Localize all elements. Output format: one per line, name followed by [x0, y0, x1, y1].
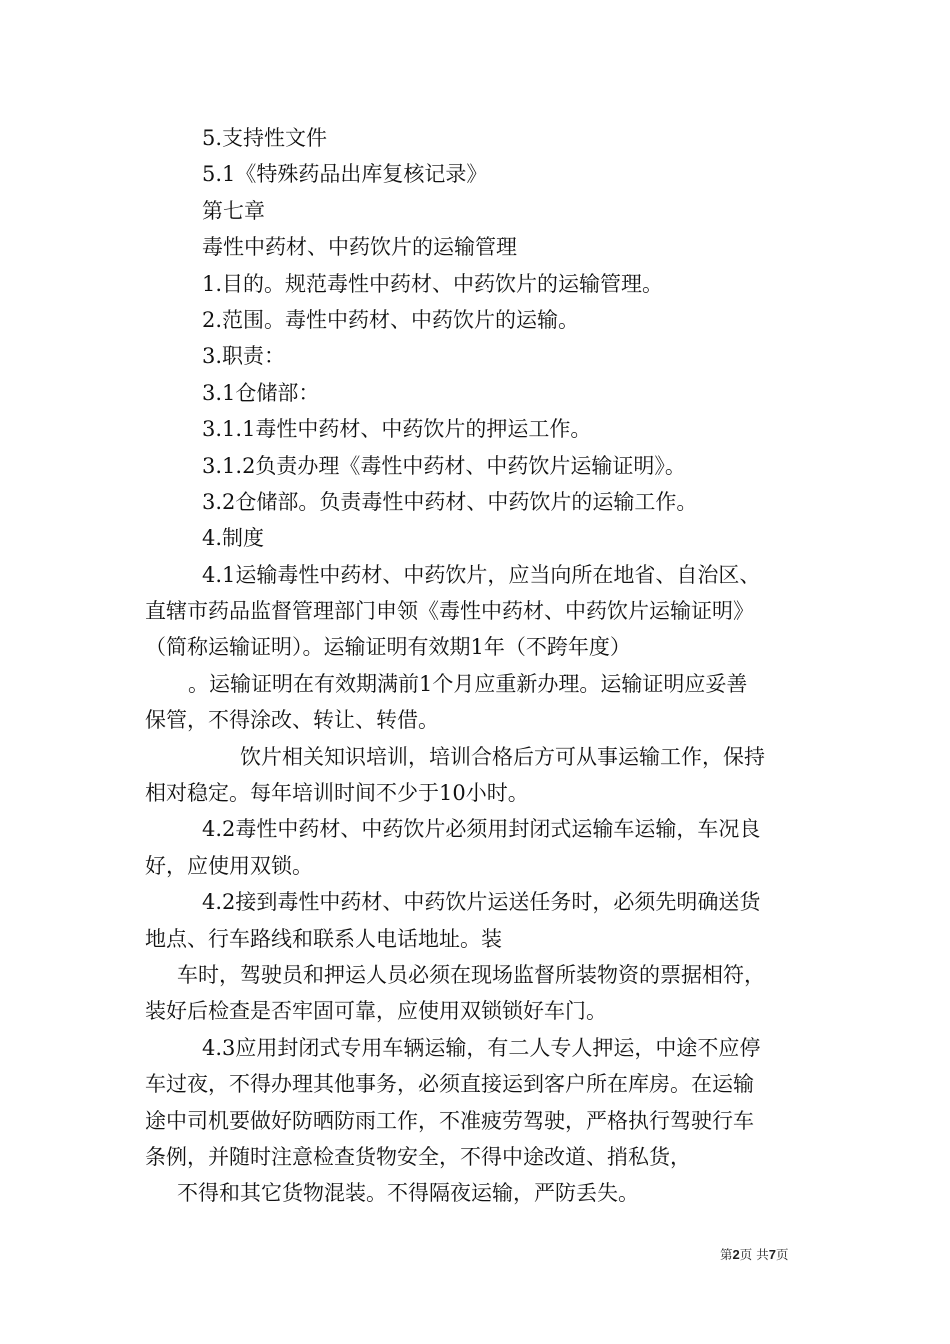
paragraph-line: 4.1运输毒性中药材、中药饮片，应当向所在地省、自治区、 [202, 562, 761, 587]
list-item: 3.1仓储部： [202, 380, 320, 405]
paragraph-line: 途中司机要做好防晒防雨工作，不准疲劳驾驶，严格执行驾驶行车 [145, 1108, 754, 1133]
list-item: 3.职责： [202, 344, 286, 369]
list-item: 3.2仓储部。负责毒性中药材、中药饮片的运输工作。 [202, 489, 698, 514]
paragraph-line: 4.2毒性中药材、中药饮片必须用封闭式运输车运输，车况良 [202, 817, 761, 842]
paragraph-line: 好，应使用双锁。 [145, 853, 313, 878]
list-item: 3.1.1毒性中药材、中药饮片的押运工作。 [202, 417, 592, 442]
chapter-heading: 第七章 [202, 198, 265, 223]
section-heading: 4.制度 [202, 526, 265, 551]
page-number-footer [720, 1245, 788, 1263]
total-pages-number: 7 [768, 1247, 776, 1262]
paragraph-line: 。运输证明在有效期满前1个月应重新办理。运输证明应妥善 [188, 671, 748, 696]
paragraph-line: 直辖市药品监督管理部门申领《毒性中药材、中药饮片运输证明》 [145, 599, 754, 624]
paragraph-line: 相对稳定。每年培训时间不少于10小时。 [145, 781, 529, 806]
paragraph-line: 地点、行车路线和联系人电话地址。装 [145, 926, 502, 951]
footer-suffix: 页 [775, 1247, 789, 1262]
paragraph-line: 保管，不得涂改、转让、转借。 [145, 708, 439, 733]
footer-prefix: 第 [720, 1247, 733, 1262]
paragraph-line: 条例，并随时注意检查货物安全，不得中途改道、捎私货， [145, 1144, 691, 1169]
paragraph-line: 装好后检查是否牢固可靠，应使用双锁锁好车门。 [145, 999, 607, 1024]
list-item: 3.1.2负责办理《毒性中药材、中药饮片运输证明》。 [202, 453, 686, 478]
list-item: 5.1《特殊药品出库复核记录》 [202, 162, 488, 187]
document-body [145, 120, 810, 1212]
paragraph-line: 车过夜，不得办理其他事务，必须直接运到客户所在库房。在运输 [145, 1072, 754, 1097]
paragraph-line: 4.2接到毒性中药材、中药饮片运送任务时，必须先明确送货 [202, 890, 761, 915]
section-heading: 5.支持性文件 [202, 126, 328, 150]
list-item: 1.目的。规范毒性中药材、中药饮片的运输管理。 [202, 271, 664, 296]
current-page-number: 2 [732, 1247, 740, 1262]
paragraph-line: 饮片相关知识培训，培训合格后方可从事运输工作，保持 [240, 744, 765, 769]
footer-middle: 页 共 [739, 1247, 769, 1262]
paragraph-line: （简称运输证明）。运输证明有效期1年（不跨年度） [145, 635, 631, 660]
list-item: 2.范围。毒性中药材、中药饮片的运输。 [202, 307, 580, 332]
paragraph-line: 不得和其它货物混装。不得隔夜运输，严防丢失。 [177, 1181, 639, 1206]
chapter-title: 毒性中药材、中药饮片的运输管理 [202, 235, 517, 260]
paragraph-line: 车时，驾驶员和押运人员必须在现场监督所装物资的票据相符， [177, 962, 765, 987]
paragraph-line: 4.3应用封闭式专用车辆运输，有二人专人押运，中途不应停 [202, 1035, 761, 1060]
